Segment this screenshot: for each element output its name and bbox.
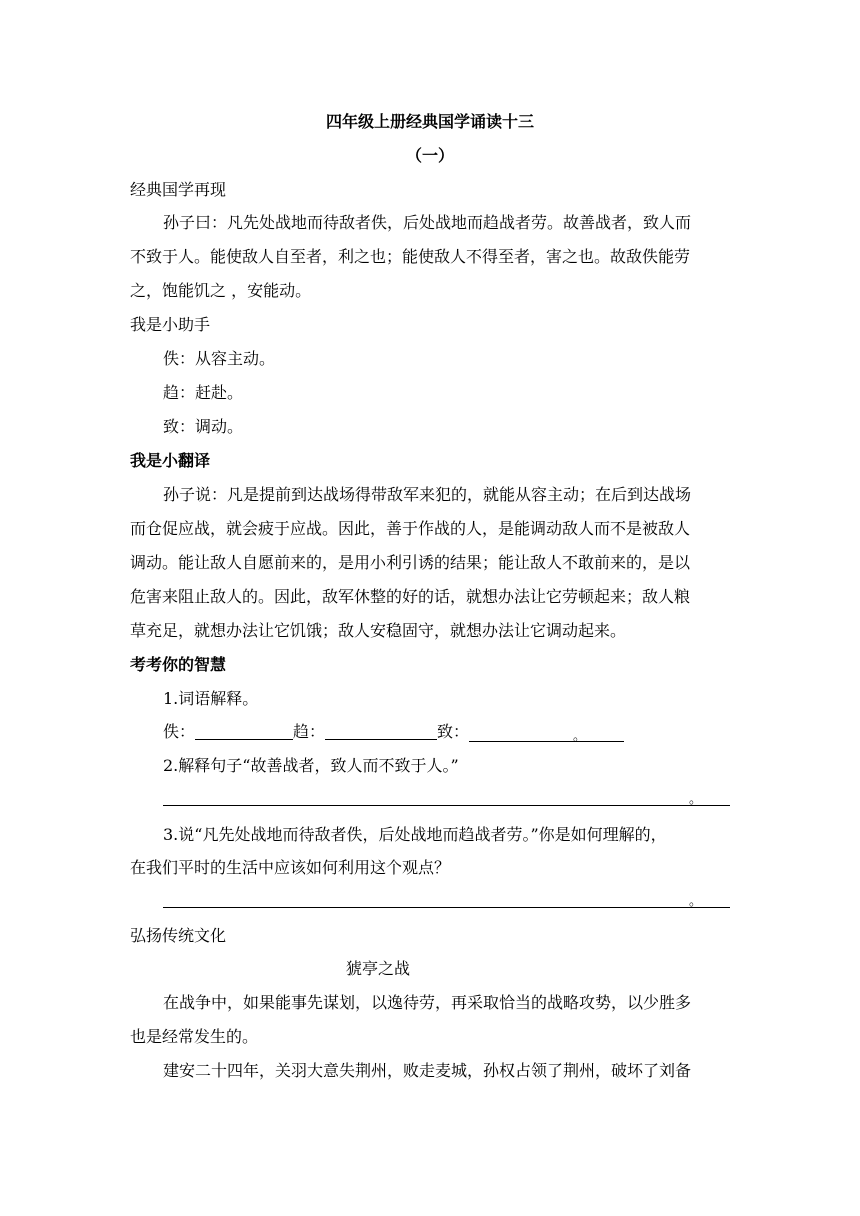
- question-1: 1.词语解释。: [163, 689, 259, 708]
- translation-line: 孙子说：凡是提前到达战场得带敌军来犯的，就能从容主动；在后到达战场: [163, 485, 692, 504]
- section-heading-quiz: 考考你的智慧: [130, 655, 227, 674]
- answer-line[interactable]: [163, 887, 730, 908]
- section-heading-translation: 我是小翻译: [130, 451, 211, 470]
- classic-text-line: 不致于人。能使敌人自至者，利之也；能使敌人不得至者，害之也。故敌佚能劳: [130, 247, 691, 266]
- story-title: 猇亭之战: [346, 959, 411, 978]
- translation-line: 危害来阻止敌人的。因此，敌军休整的好的话，就想办法让它劳顿起来；敌人粮: [130, 587, 691, 606]
- translation-line: 调动。能让敌人自愿前来的，是用小利引诱的结果；能让敌人不敢前来的，是以: [130, 553, 691, 572]
- period-mark: 。: [688, 894, 702, 909]
- question-3-line: 3.说“凡先处战地而待敌者佚，后处战地而趋战者劳。”你是如何理解的，: [163, 825, 667, 844]
- answer-blank[interactable]: [469, 725, 624, 742]
- section-heading-classic: 经典国学再现: [130, 180, 227, 199]
- story-line: 也是经常发生的。: [130, 1027, 259, 1046]
- blank-label: 佚：: [163, 722, 196, 741]
- document-title: 四年级上册经典国学诵读十三: [325, 112, 534, 131]
- question-3-line: 在我们平时的生活中应该如何利用这个观点？: [130, 858, 451, 877]
- helper-item: 趋：赶赴。: [163, 383, 244, 402]
- answer-blank[interactable]: [325, 723, 437, 740]
- story-line: 建安二十四年，关羽大意失荆州，败走麦城，孙权占领了荆州，破坏了刘备: [163, 1061, 692, 1080]
- section-heading-helper: 我是小助手: [130, 315, 211, 334]
- period-mark: 。: [573, 729, 587, 744]
- classic-text-line: 之，饱能饥之 ，安能动。: [130, 281, 312, 300]
- document-subtitle: （一）: [405, 146, 454, 165]
- translation-line: 草充足，就想办法让它饥饿；敌人安稳固守，就想办法让它调动起来。: [130, 621, 627, 640]
- blank-label: 致：: [437, 722, 470, 741]
- answer-line[interactable]: [163, 785, 730, 806]
- story-line: 在战争中，如果能事先谋划，以逸待劳，再采取恰当的战略攻势，以少胜多: [163, 993, 692, 1012]
- question-1-blanks: [163, 722, 763, 742]
- classic-text-line: 孙子曰：凡先处战地而待敌者佚，后处战地而趋战者劳。故善战者，致人而: [163, 213, 692, 232]
- helper-item: 佚：从容主动。: [163, 349, 276, 368]
- helper-item: 致：调动。: [163, 417, 244, 436]
- answer-blank[interactable]: [195, 723, 293, 740]
- translation-line: 而仓促应战，就会疲于应战。因此，善于作战的人，是能调动敌人而不是被敌人: [130, 519, 691, 538]
- blank-label: 趋：: [293, 722, 326, 741]
- period-mark: 。: [688, 792, 702, 807]
- question-2: 2.解释句子“故善战者，致人而不致于人。”: [163, 756, 459, 775]
- section-heading-culture: 弘扬传统文化: [130, 926, 227, 945]
